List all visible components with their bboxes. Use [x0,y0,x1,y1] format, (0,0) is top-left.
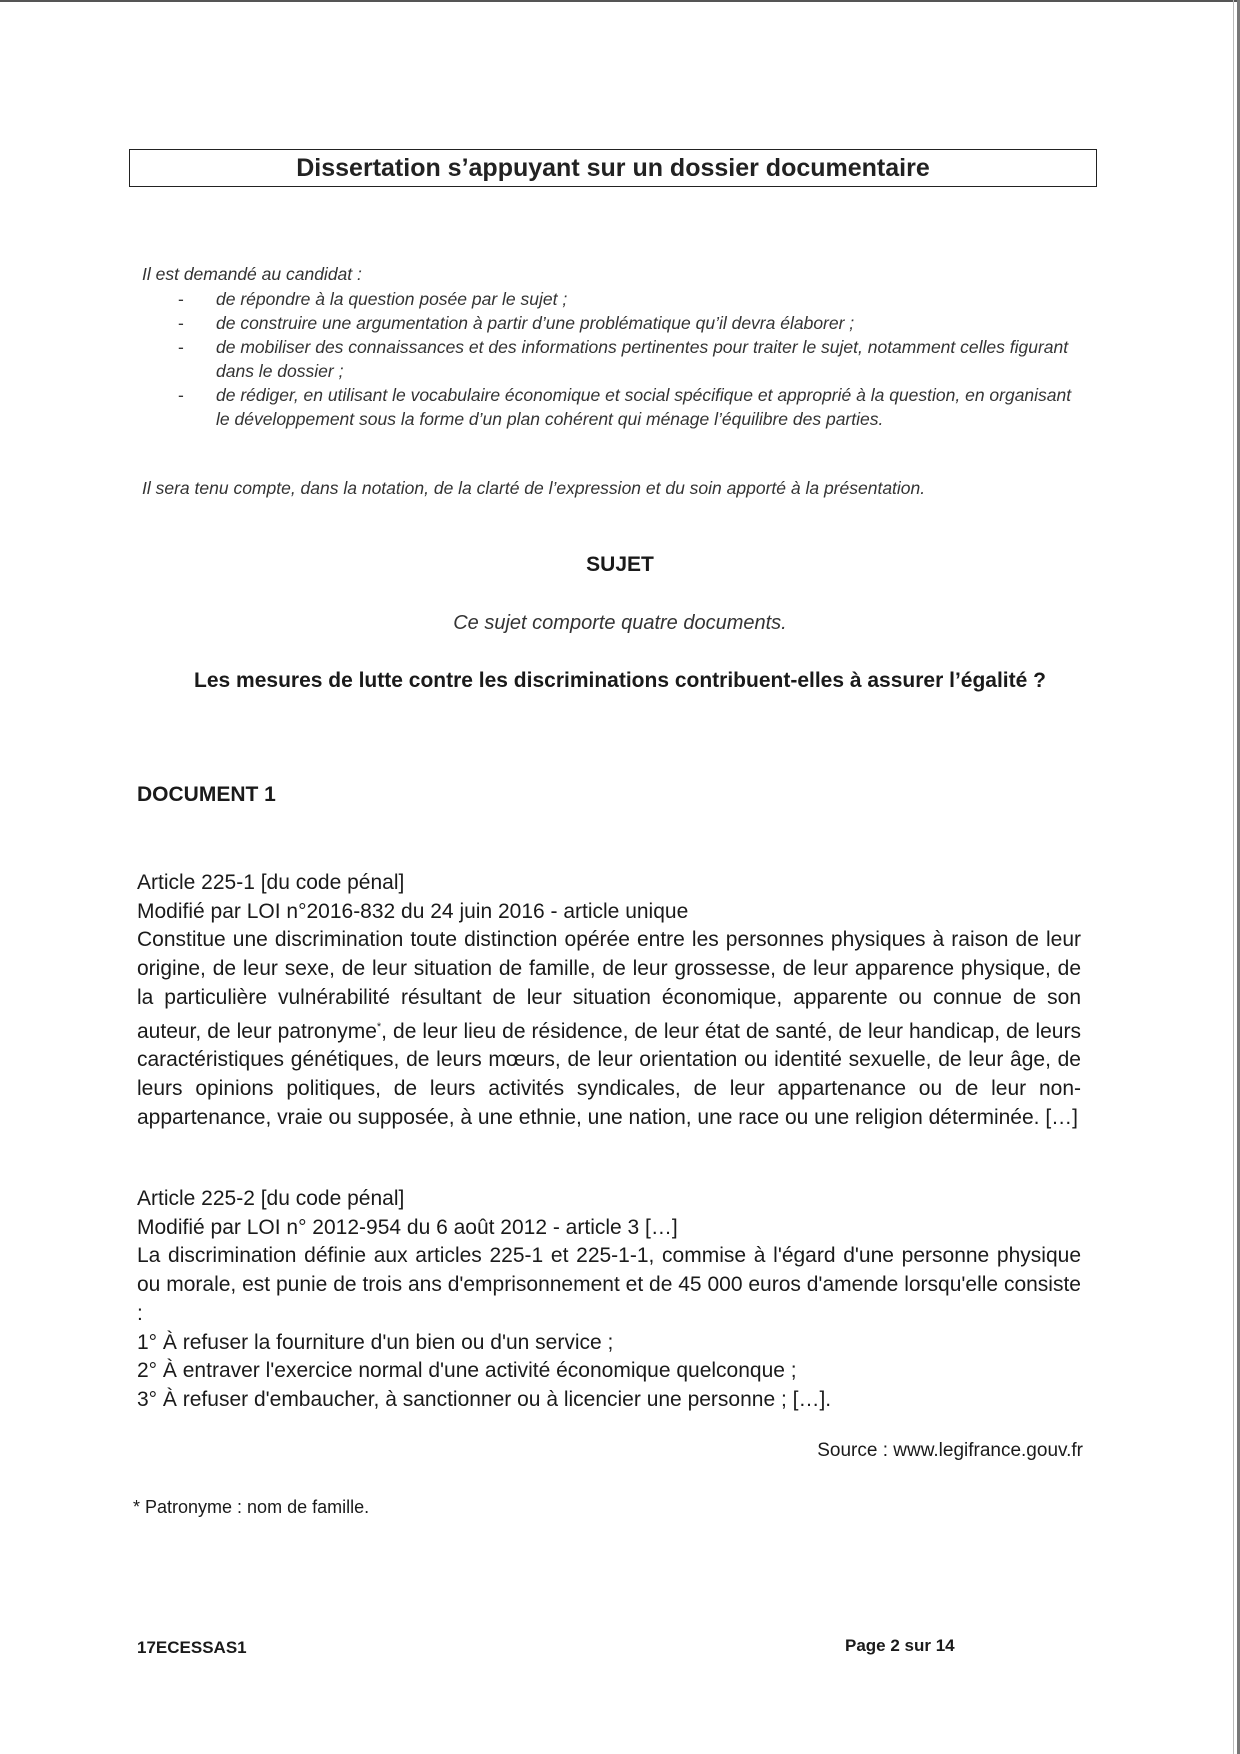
article-225-2 [137,1185,1081,1415]
article-heading: Article 225-1 [du code pénal] [137,871,405,894]
instruction-item: - de rédiger, en utilisant le vocabulaire économique et social spécifique et approprié à la question, en organisant le développement sous la forme d’un plan cohérent qui ménage l’équilibre des parties. [142,383,1087,431]
article-item: 1° À refuser la fourniture d'un bien ou d'un service ; [137,1330,614,1354]
document-title: DOCUMENT 1 [137,783,276,806]
article-text [137,926,1081,1132]
subject-subtitle: Ce sujet comporte quatre documents. [453,612,787,634]
article-text-part1: Constitue une discrimination toute distinction opérée entre les personnes physiques à raison de leur origine, de leur sexe, de leur situation de famille, de leur grossesse, de leur apparence physique, de la particulière vulnérabilité résultant de leur situation économique, apparente ou connue de son auteur, de leur patronyme [137,928,1081,1043]
instruction-item: - de mobiliser des connaissances et des informations pertinentes pour traiter le sujet, notamment celles figurant dans le dossier ; [142,335,1087,383]
article-heading: Article 225-2 [du code pénal] [137,1187,405,1210]
article-225-1 [137,869,1081,1132]
scan-edge-right-inner [1233,0,1234,1754]
instruction-item: - de répondre à la question posée par le sujet ; [142,287,1087,311]
footnote-marker: * [376,1020,382,1033]
instructions [142,262,1087,431]
document-source: Source : www.legifrance.gouv.fr [817,1440,1083,1461]
subject-question: Les mesures de lutte contre les discriminations contribuent-elles à assurer l’égalité ? [194,669,1046,692]
article-text-part2: , de leur lieu de résidence, de leur état de santé, de leur handicap, de leurs caractéristiques génétiques, de leurs mœurs, de leur orientation ou identité sexuelle, de leur âge, de leurs opinions politiques, de leurs activités syndicales, de leur appartenance ou de leur non-appartenance, vraie ou supposée, à une ethnie, une nation, une race ou une religion déterminée. […] [137,1019,1081,1129]
footer-page-number: Page 2 sur 14 [845,1636,955,1655]
scan-edge-top [0,0,1240,2]
footnote: * Patronyme : nom de famille. [133,1497,370,1517]
grading-note: Il sera tenu compte, dans la notation, de la clarté de l’expression et du soin apporté à la présentation. [142,478,926,498]
instructions-list [142,287,1087,431]
article-modified: Modifié par LOI n°2016-832 du 24 juin 2016 - article unique [137,899,689,923]
instruction-item: - de construire une argumentation à partir d’une problématique qu’il devra élaborer ; [142,311,1087,335]
footer-exam-code: 17ECESSAS1 [137,1638,247,1657]
page-title: Dissertation s’appuyant sur un dossier documentaire [129,149,1097,187]
article-modified: Modifié par LOI n° 2012-954 du 6 août 2012 - article 3 […] [137,1215,678,1239]
article-text: La discrimination définie aux articles 225-1 et 225-1-1, commise à l'égard d'une personne physique ou morale, est punie de trois ans d'emprisonnement et de 45 000 euros d'amende lorsqu'elle consiste : [137,1244,1081,1325]
subject-heading: SUJET [586,553,654,576]
article-item: 3° À refuser d'embaucher, à sanctionner ou à licencier une personne ; […]. [137,1387,832,1411]
instructions-intro: Il est demandé au candidat : [142,264,362,284]
article-item: 2° À entraver l'exercice normal d'une activité économique quelconque ; [137,1359,797,1383]
